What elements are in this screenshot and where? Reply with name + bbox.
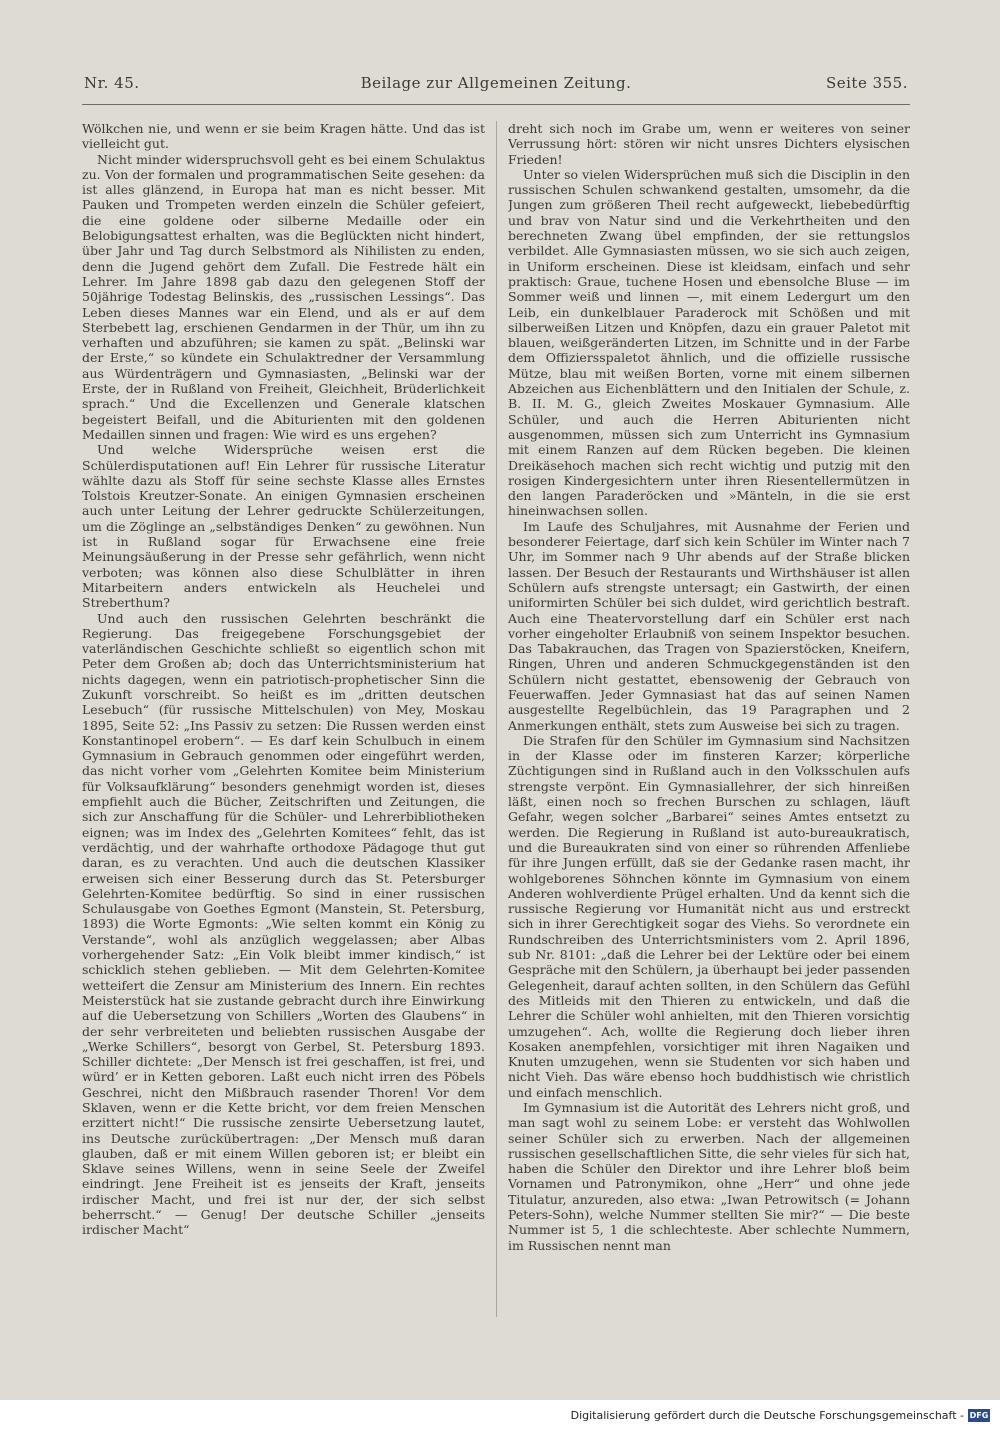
left-column: [82, 121, 485, 1317]
dfg-logo: DFG: [969, 1411, 989, 1420]
paragraph: dreht sich noch im Grabe um, wenn er weiteres von seiner Verrussung hört: stören wir nicht unsres Dichters elysischen Frieden!: [508, 121, 910, 167]
page-header: [84, 74, 908, 100]
right-column: [508, 121, 910, 1317]
header-rule: [82, 104, 910, 105]
paragraph: Und auch den russischen Gelehrten beschränkt die Regierung. Das freigegebene Forschungsgebiet der vaterländischen Geschichte schließt so eigentlich schon mit Peter dem Großen ab; doch das Unterrichtsministerium hat nichts dagegen, wenn ein patriotisch-prophetischer Sinn die Zukunft vorschreibt. So heißt es im „dritten deutschen Lesebuch“ (für russische Mittelschulen) von Mey, Moskau 1895, Seite 52: „Ins Passiv zu setzen: Die Russen werden einst Konstantinopel erobern“. — Es darf kein Schulbuch in einem Gymnasium in Gebrauch genommen oder eingeführt werden, das nicht vorher vom „Gelehrten Komitee beim Ministerium für Volksaufklärung“ besonders genehmigt worden ist, dieses empfiehlt auch die Bücher, Zeitschriften und Zeitungen, die sich zur Anschaffung für die Schüler- und Lehrerbibliotheken eignen; was im Index des „Gelehrten Komitees“ fehlt, das ist verdächtig, und der wahrhafte orthodoxe Pädagoge thut gut daran, es zu verachten. Und auch die deutschen Klassiker erweisen sich einer Besserung durch das St. Petersburger Gelehrten-Komitee bedürftig. So sind in einer russischen Schulausgabe von Goethes Egmont (Manstein, St. Petersburg, 1893) die Worte Egmonts: „Wie selten kommt ein König zu Verstande“, wohl als anzüglich weggelassen; aber Albas vorhergehender Satz: „Ein Volk bleibt immer kindisch,“ ist schicklich stehen geblieben. — Mit dem Gelehrten-Komitee wetteifert die Zensur am Ministerium des Innern. Ein rechtes Meisterstück hat sie zustande gebracht durch ihre Einwirkung auf die Uebersetzung von Schillers „Worten des Glaubens“ in der sehr verbreiteten und beliebten russischen Ausgabe der „Werke Schillers“, besorgt von Gerbel, St. Petersburg 1893. Schiller dichtete: „Der Mensch ist frei geschaffen, ist frei, und würd’ er in Ketten geboren. Laßt euch nicht irren des Pöbels Geschrei, nicht den Mißbrauch rasender Thoren! Vor dem Sklaven, wenn er die Kette bricht, vor dem freien Menschen erzittert nicht!“ Die russische zensirte Uebersetzung lautet, ins Deutsche zurückübertragen: „Der Mensch muß daran glauben, daß er mit einem Willen geboren ist; er bleibt ein Sklave seines Willens, wenn in seine Seele der Zweifel eindringt. Jene Freiheit ist es jenseits der Kraft, jenseits irdischer Macht, und frei ist nur der, der sich selbst beherrscht.“ — Genug! Der deutsche Schiller „jenseits irdischer Macht“: [82, 610, 485, 1238]
page-number: Seite 355.: [825, 74, 908, 92]
funding-credit: Digitalisierung gefördert durch die Deutsche Forschungsgemeinschaft -: [570, 1409, 964, 1422]
paragraph: Im Laufe des Schuljahres, mit Ausnahme der Ferien und besonderer Feiertage, darf sich kein Schüler im Winter nach 7 Uhr, im Sommer nach 9 Uhr abends auf der Straße blicken lassen. Der Besuch der Restaurants und Wirthshäuser ist allen Schülern aufs strengste untersagt; ein Gastwirth, der einen uniformirten Schüler bei sich duldet, wird gerichtlich bestraft. Auch eine Theatervorstellung darf ein Schüler erst nach vorher eingeholter Erlaubniß von seinem Inspektor besuchen. Das Tabakrauchen, das Tragen von Spazierstöcken, Kneifern, Ringen, Uhren und anderen Schmuckgegenständen ist den Schülern nicht gestattet, ebensowenig der Gebrauch von Feuerwaffen. Jeder Gymnasiast hat das auf seinen Namen ausgestellte Regelbüchlein, das 19 Paragraphen und 2 Anmerkungen enthält, stets zum Ausweise bei sich zu tragen.: [508, 518, 910, 733]
publication-title: Beilage zur Allgemeinen Zeitung.: [360, 74, 632, 92]
paragraph: Wölkchen nie, und wenn er sie beim Kragen hätte. Und das ist vielleicht gut.: [82, 121, 485, 152]
paragraph: Und welche Widersprüche weisen erst die Schülerdisputationen auf! Ein Lehrer für russische Literatur wählte dazu als Stoff für seine sechste Klasse alles Ernstes Tolstois Kreutzer-Sonate. An einigen Gymnasien erscheinen auch unter Leitung der Lehrer gedruckte Schülerzeitungen, um die Zöglinge an „selbständiges Denken“ zu gewöhnen. Nun ist in Rußland sogar für Erwachsene eine freie Meinungsäußerung in der Presse sehr gefährlich, wenn nicht verboten; was können also diese Schulblätter in ihren Mitarbeitern anders entwickeln als Heuchelei und Streberthum?: [82, 442, 485, 611]
paragraph: Die Strafen für den Schüler im Gymnasium sind Nachsitzen in der Klasse oder im finsteren Karzer; körperliche Züchtigungen sind in Rußland auch in den Volksschulen aufs strengste verpönt. Ein Gymnasiallehrer, der sich hinreißen läßt, einen noch so frechen Burschen zu schlagen, läuft Gefahr, wegen solcher „Barbarei“ seines Amtes entsetzt zu werden. Die Regierung in Rußland ist auto-bureaukratisch, und die Bureaukraten sind von einer so rührenden Affenliebe für ihre Jungen erfüllt, daß sie der Gedanke rasen macht, ihr wohlgeborenes Söhnchen könnte im Gymnasium von einem Anderen wohlverdiente Prügel erhalten. Und da kennt sich die russische Regierung vor Humanität nicht aus und erstreckt sich in ihrer Gerechtigkeit sogar des Viehs. So verordnete ein Rundschreiben des Unterrichtsministers vom 2. April 1896, sub Nr. 8101: „daß die Lehrer bei der Lektüre oder bei einem Gespräche mit den Schülern, ja überhaupt bei jeder passenden Gelegenheit, darauf achten sollten, in den Schülern das Gefühl des Mitleids mit den Thieren zu entwickeln, und daß die Lehrer die Schüler wohl anhielten, mit den Thieren vorsichtig umzugehen“. Ach, wollte die Regierung doch lieber ihren Kosaken anempfehlen, vorsichtiger mit ihren Nagaiken und Knuten umzugehen, wenn sie Studenten vor sich haben und nicht Vieh. Das wäre ebenso hoch buddhistisch wie christlich und einfach menschlich.: [508, 732, 910, 1100]
paragraph: Im Gymnasium ist die Autorität des Lehrers nicht groß, und man sagt wohl zu seinem Lobe: er versteht das Wohlwollen seiner Schüler sich zu erwerben. Nach der allgemeinen russischen gesellschaftlichen Sitte, die sehr vieles für sich hat, haben die Schüler den Direktor und ihre Lehrer bloß beim Vornamen und Patronymikon, ohne „Herr“ und ohne jede Titulatur, anzureden, also etwa: „Iwan Petrowitsch (= Johann Peters-Sohn), welche Nummer stellten Sie mir?“ — Die beste Nummer ist 5, 1 die schlechteste. Aber schlechte Nummern, im Russischen nennt man: [508, 1100, 910, 1253]
issue-number: Nr. 45.: [84, 74, 140, 92]
column-divider: [496, 121, 497, 1317]
digitization-footer: [0, 1400, 1000, 1432]
paragraph: Nicht minder widerspruchsvoll geht es bei einem Schulaktus zu. Von der formalen und programmatischen Seite gesehen: da ist alles glänzend, in Europa hat man es nicht besser. Mit Pauken und Trompeten werden einzeln die Schüler gefeiert, die eine goldene oder silberne Medaille oder ein Belobigungsattest erhalten, was die Beglückten nicht hindert, über Jahr und Tag durch Selbstmord als Nihilisten zu enden, denn die Jugend gehört dem Zufall. Die Festrede hält ein Lehrer. Im Jahre 1898 gab dazu den gelegenen Stoff der 50jährige Todestag Belinskis, des „russischen Lessings“. Das Leben dieses Mannes war ein Elend, und als er auf dem Sterbebett lag, erschienen Gendarmen in der Thür, um ihn zu verhaften und abzuführen; sie kamen zu spät. „Belinski war der Erste,“ so kündete ein Schulaktredner der Versammlung aus Würdenträgern und Gymnasiasten, „Belinski war der Erste, der in Rußland von Freiheit, Gleichheit, Brüderlichkeit sprach.“ Und die Excellenzen und Generale klatschen begeistert Beifall, und die Abiturienten mit den goldenen Medaillen sinnen und fragen: Wie wird es uns ergehen?: [82, 151, 485, 442]
paragraph: Unter so vielen Widersprüchen muß sich die Disciplin in den russischen Schulen schwankend gestalten, umsomehr, da die Jungen zum größeren Theil recht aufgeweckt, liebebedürftig und brav von Natur sind und die Verkehrtheiten und den berechneten Zwang übel empfinden, der sie rettungslos verbildet. Alle Gymnasiasten müssen, wo sie sich auch zeigen, in Uniform erscheinen. Diese ist kleidsam, einfach und sehr praktisch: Graue, tuchene Hosen und ebensolche Bluse — im Sommer weiß und linnen —, mit einem Ledergurt um den Leib, ein dunkelblauer Paraderock mit Schößen und mit silberweißen Litzen und Knöpfen, dazu ein grauer Paletot mit blauen, weißgeränderten Litzen, im Schnitte und in der Farbe dem Offiziersspaletot ähnlich, und die offizielle russische Mütze, blau mit weißen Borten, vorne mit einem silbernen Abzeichen aus Eichenblättern und den Initialen der Schule, z. B. II. M. G., gleich Zweites Moskauer Gymnasium. Alle Schüler, und auch die Herren Abiturienten nicht ausgenommen, müssen sich zum Unterricht ins Gymnasium mit einem Ranzen auf dem Rücken begeben. Die kleinen Dreikäsehoch machen sich recht wichtig und putzig mit den rosigen Kindergesichtern unter ihren Riesentellermützen in den langen Paraderöcken und »Mänteln, in die sie erst hineinwachsen sollen.: [508, 166, 910, 519]
